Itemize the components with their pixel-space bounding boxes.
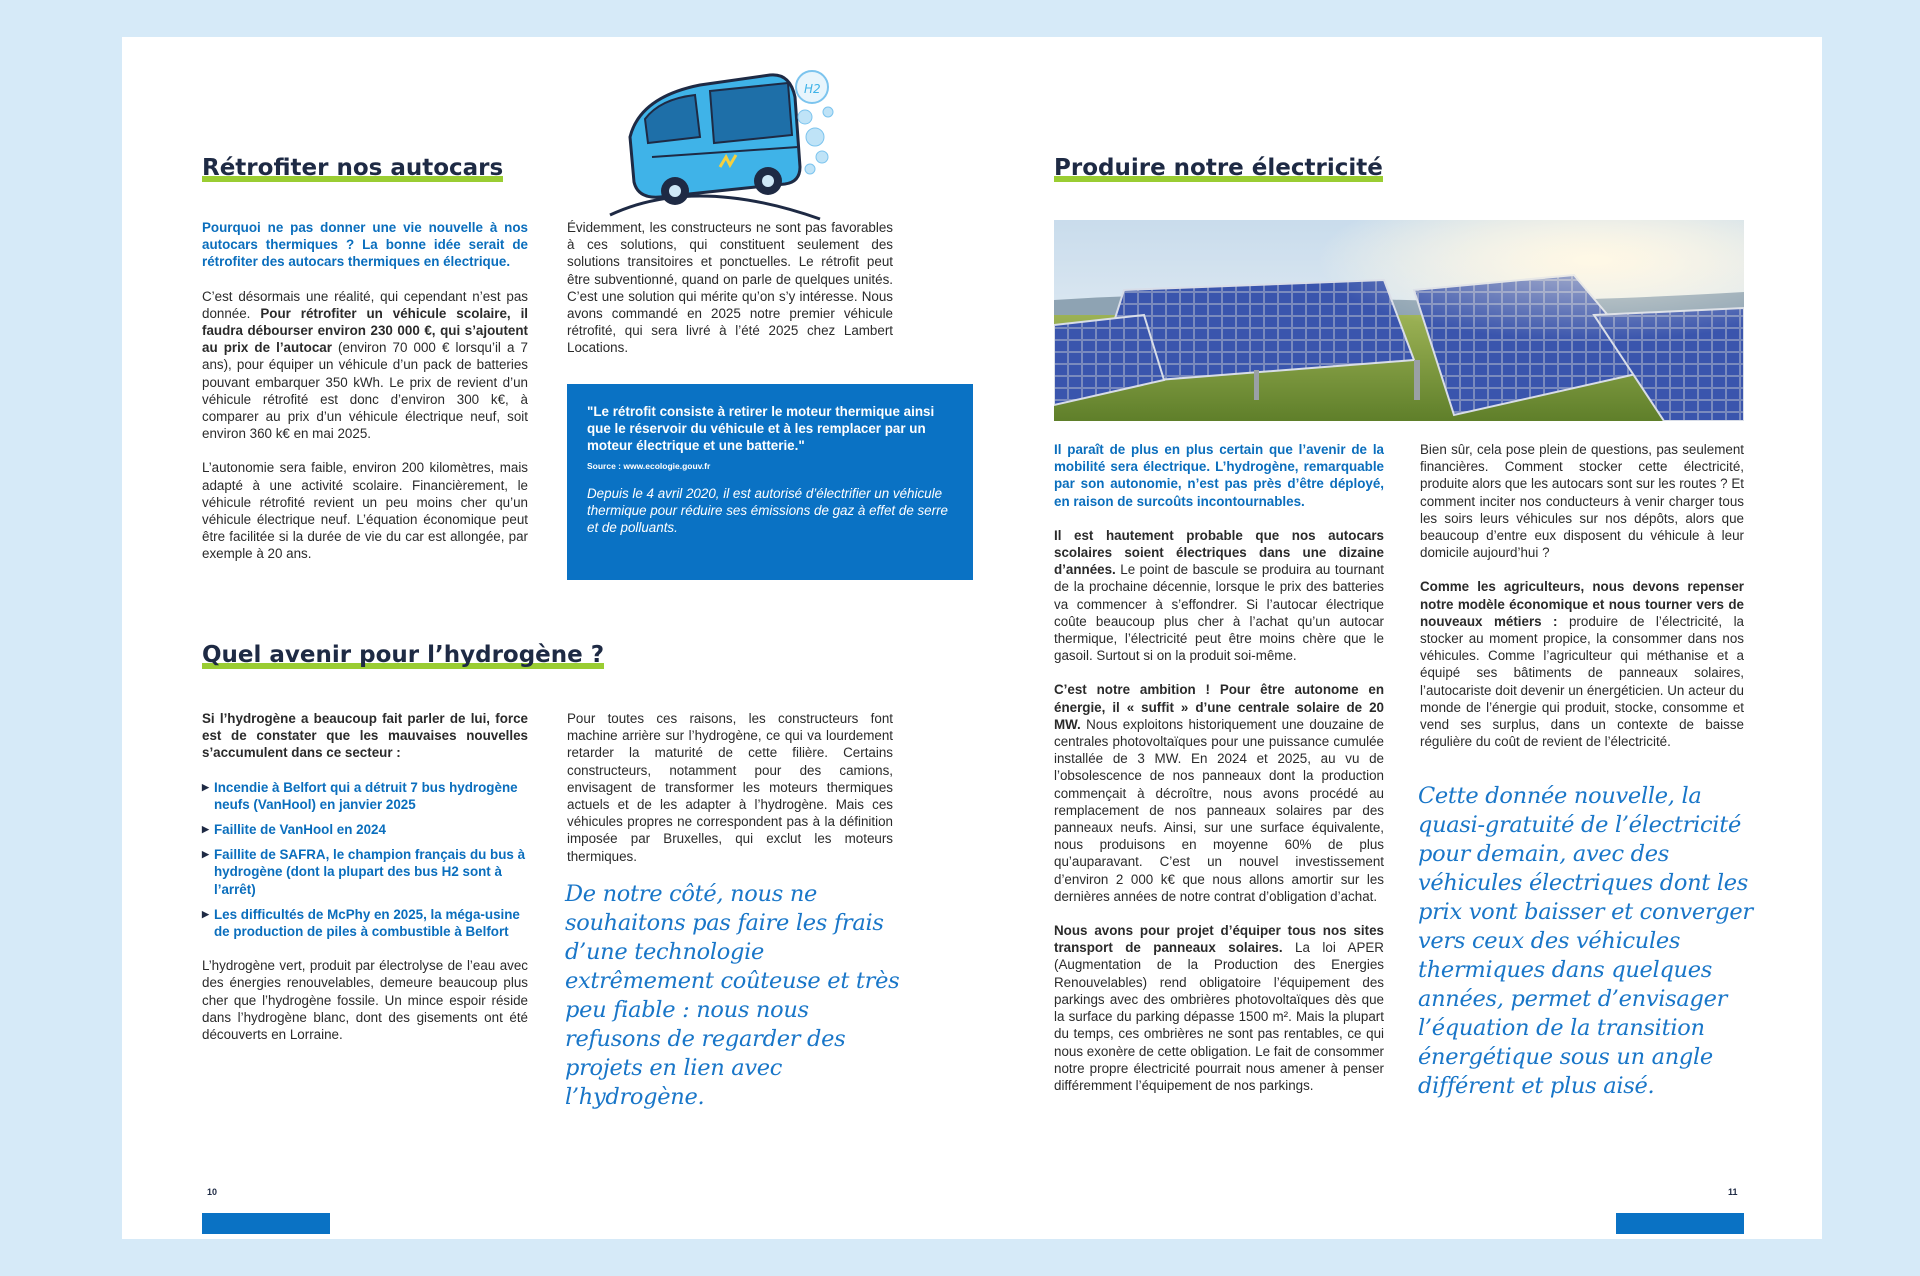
page-number-left: 10 bbox=[207, 1187, 218, 1197]
electricity-intro: Il paraît de plus en plus certain que l’avenir de la mobilité sera électrique. L’hydrogène, remarquable par son autonomie, n’est pas près d’être déployé, en raison de surcoûts incontournables. bbox=[1054, 442, 1384, 509]
brochure-spread bbox=[122, 37, 1822, 1239]
electricity-p1-rest: Le point de bascule se produira au tournant de la prochaine décennie, lorsque le prix des batteries va commencer à s’effondrer. Si l’autocar électrique coûte beaucoup plus cher à l’achat qu’un autocar thermique, l’électricité peut être moins chère que le gasoil. Surtout si on la produit soi-même. bbox=[1054, 562, 1384, 664]
hydrogen-bullet-list bbox=[202, 779, 528, 941]
retrofit-p1-bold: Pour rétrofiter un véhicule scolaire, il faudra débourser environ 230 000 €, qui s’ajoutent au prix de l’autocar bbox=[202, 305, 529, 356]
electricity-paragraph-5 bbox=[1420, 578, 1744, 750]
h2-bubble-label: H2 bbox=[804, 82, 821, 96]
hydrogen-paragraph-1: L’hydrogène vert, produit par électrolyse de l’eau avec des énergies renouvelables, demeure beaucoup plus cher que l’hydrogène fossile. Un mince espoir réside dans l’hydrogène blanc, dont des gisements ont été découverts en Lorraine. bbox=[202, 958, 528, 1043]
hydrogen-column-2 bbox=[567, 710, 893, 882]
electricity-p5-bold: Comme les agriculteurs, nous devons repenser notre modèle économique et nous tourner vers de nouveaux métiers : bbox=[1420, 579, 1744, 629]
electricity-column-2 bbox=[1420, 441, 1744, 767]
retrofit-intro: Pourquoi ne pas donner une vie nouvelle à nos autocars thermiques ? La bonne idée serait de rétrofiter des autocars thermiques en électrique. bbox=[202, 220, 528, 270]
callout-source: Source : www.ecologie.gouv.fr bbox=[587, 460, 711, 471]
electricity-paragraph-2 bbox=[1054, 681, 1384, 905]
hydrogen-intro: Si l’hydrogène a beaucoup fait parler de lui, force est de constater que les mauvaises nouvelles s’accumulent dans ce secteur : bbox=[202, 711, 528, 761]
hydrogen-bullet-item: ▶ Faillite de SAFRA, le champion français du bus à hydrogène (dont la plupart des bus H2 sont à l’arrêt) bbox=[202, 846, 528, 898]
electricity-pull-quote: Cette donnée nouvelle, la quasi-gratuité de l’électricité pour demain, avec des véhicules électriques dont les prix vont baisser et converger vers ceux des véhicules thermiques dans quelques années, permet d’envisager l’équation de la transition énergétique sous un angle différent et plus aisé. bbox=[1418, 783, 1753, 1099]
footer-bar-right bbox=[1616, 1213, 1744, 1234]
electricity-p2-bold: C’est notre ambition ! Pour être autonome en énergie, il « suffit » d’une centrale solaire de 20 MW. bbox=[1054, 682, 1384, 732]
hydrogen-bullet-item: ▶ Faillite de VanHool en 2024 bbox=[202, 821, 528, 838]
retrofit-p1-rest: (environ 70 000 € lorsqu’il a 7 ans), pour équiper un véhicule d’un pack de batteries pouvant embarquer 350 kWh. Le prix de revient d’un véhicule rétrofité est donc d’environ 300 k€, à comparer au prix d’un véhicule électrique neuf, soit environ 360 k€ en mai 2025. bbox=[202, 340, 528, 442]
callout-note: Depuis le 4 avril 2020, il est autorisé d’électrifier un véhicule thermique pour réduire ses émissions de gaz à effet de serre et de polluants. bbox=[587, 485, 948, 536]
electricity-paragraph-4: Bien sûr, cela pose plein de questions, pas seulement financières. Comment stocker cette électricité, produite alors que les autocars sont sur les routes ? Et comment inciter nos conducteurs à venir charger tous les soirs leurs véhicules sur nos dépôts, alors que beaucoup d’entre eux disposent du véhicule à leur domicile aujourd’hui ? bbox=[1420, 442, 1744, 561]
section-title-electricity: Produire notre électricité bbox=[1054, 155, 1383, 181]
hydrogen-column-1 bbox=[202, 710, 528, 1060]
electricity-paragraph-3 bbox=[1054, 922, 1384, 1094]
hydrogen-pull-quote: De notre côté, nous ne souhaitons pas faire les frais d’une technologie extrêmement coûteuse et très peu fiable : nous nous refusons de regarder des projets en lien avec l’hydrogène. bbox=[565, 881, 900, 1110]
page-number-right: 11 bbox=[1728, 1187, 1738, 1197]
footer-bar-left bbox=[202, 1213, 330, 1234]
section-title-retrofit: Rétrofiter nos autocars bbox=[202, 155, 504, 181]
hydrogen-bullet-item: ▶ Les difficultés de McPhy en 2025, la méga-usine de production de piles à combustible à Belfort bbox=[202, 906, 528, 940]
hydrogen-bullet-item: ▶ Incendie à Belfort qui a détruit 7 bus hydrogène neufs (VanHool) en janvier 2025 bbox=[202, 779, 528, 813]
section-title-hydrogen: Quel avenir pour l’hydrogène ? bbox=[202, 642, 605, 668]
callout-quote: "Le rétrofit consiste à retirer le moteur thermique ainsi que le réservoir du véhicule et à les remplacer par un moteur électrique et une batterie." bbox=[587, 404, 935, 454]
electric-bus-illustration bbox=[600, 57, 840, 235]
retrofit-paragraph-2: L’autonomie sera faible, environ 200 kilomètres, mais adapté à une activité scolaire. Financièrement, le véhicule rétrofité revient un peu moins cher qu’un véhicule électrique neuf. L’équation économique peut être facilitée si la durée de vie du car est allongée, par exemple à 20 ans. bbox=[202, 460, 528, 562]
retrofit-column-2 bbox=[567, 219, 893, 374]
retrofit-paragraph-3: Évidemment, les constructeurs ne sont pas favorables à ces solutions, qui constituent seulement des solutions transitoires et ponctuelles. Le rétrofit peut être subventionné, quand on parle de quelques unités. C’est une solution qui mérite qu’on s’y intéresse. Nous avons commandé en 2025 notre premier véhicule rétrofité, qui sera livré à l’été 2025 chez Lambert Locations. bbox=[567, 220, 893, 356]
electricity-p3-bold: Nous avons pour projet d’équiper tous nos sites transport de panneaux solaires. bbox=[1054, 923, 1384, 956]
retrofit-column-1 bbox=[202, 219, 528, 580]
retrofit-callout-box bbox=[567, 384, 973, 580]
electricity-column-1 bbox=[1054, 441, 1384, 1111]
solar-panels-photo bbox=[1054, 220, 1744, 421]
electricity-p5-rest: produire de l’électricité, la stocker au moment propice, la consommer dans nos véhicules. Comme l’agriculteur qui méthanise et a équipé ses bâtiments de panneaux solaires, l’autocariste doit devenir un énergéticien. Un acteur du monde de l’énergie qui produit, stocke, consomme et vend ses surplus, dans un contexte de baisse régulière du coût de revient de l’électricité. bbox=[1420, 613, 1744, 750]
retrofit-paragraph-1 bbox=[202, 288, 528, 443]
hydrogen-paragraph-2: Pour toutes ces raisons, les constructeurs font machine arrière sur l’hydrogène, ce qui va lourdement retarder la maturité de cette filière. Certains constructeurs, notamment pour des camions, envisagent de transformer les moteurs thermiques actuels et de les adapter à l’hydrogène. Mais ces véhicules propres ne correspondent pas à la définition imposée par Bruxelles, qui exclut les moteurs thermiques. bbox=[567, 711, 893, 864]
electricity-p3-rest: La loi APER (Augmentation de la Production des Energies Renouvelables) rend obligatoire l’équipement des parkings avec des ombrières photovoltaïques dès que la surface du parking dépasse 1500 m². Mais la plupart du temps, ces ombrières ne sont pas rentables, ce qui nous exonère de cette obligation. Le fait de consommer notre propre électricité pourrait nous amener à penser différemment l’équipement de nos parkings. bbox=[1054, 940, 1384, 1093]
electricity-paragraph-1 bbox=[1054, 527, 1384, 665]
retrofit-p1-lead: C’est désormais une réalité, qui cependant n’est pas donnée. bbox=[202, 288, 528, 321]
electricity-p2-rest: Nous exploitons historiquement une douzaine de centrales photovoltaïques pour une puissance cumulée installée de 3 MW. En 2024 et 2025, au vu de l’obsolescence de nos panneaux dont la production commençait à décroître, nous avons procédé au remplacement de nos panneaux solaires par des panneaux neufs. Ainsi, sur une surface équivalente, nous produisons en moyenne 60% de plus qu’auparavant. C’est un nouvel investissement d’environ 2 000 k€ que nous allons amortir sur les dernières années de notre contrat d’obligation d’achat. bbox=[1054, 716, 1384, 904]
electricity-p1-bold: Il est hautement probable que nos autocars scolaires soient électriques dans une dizaine d’années. bbox=[1054, 527, 1384, 578]
